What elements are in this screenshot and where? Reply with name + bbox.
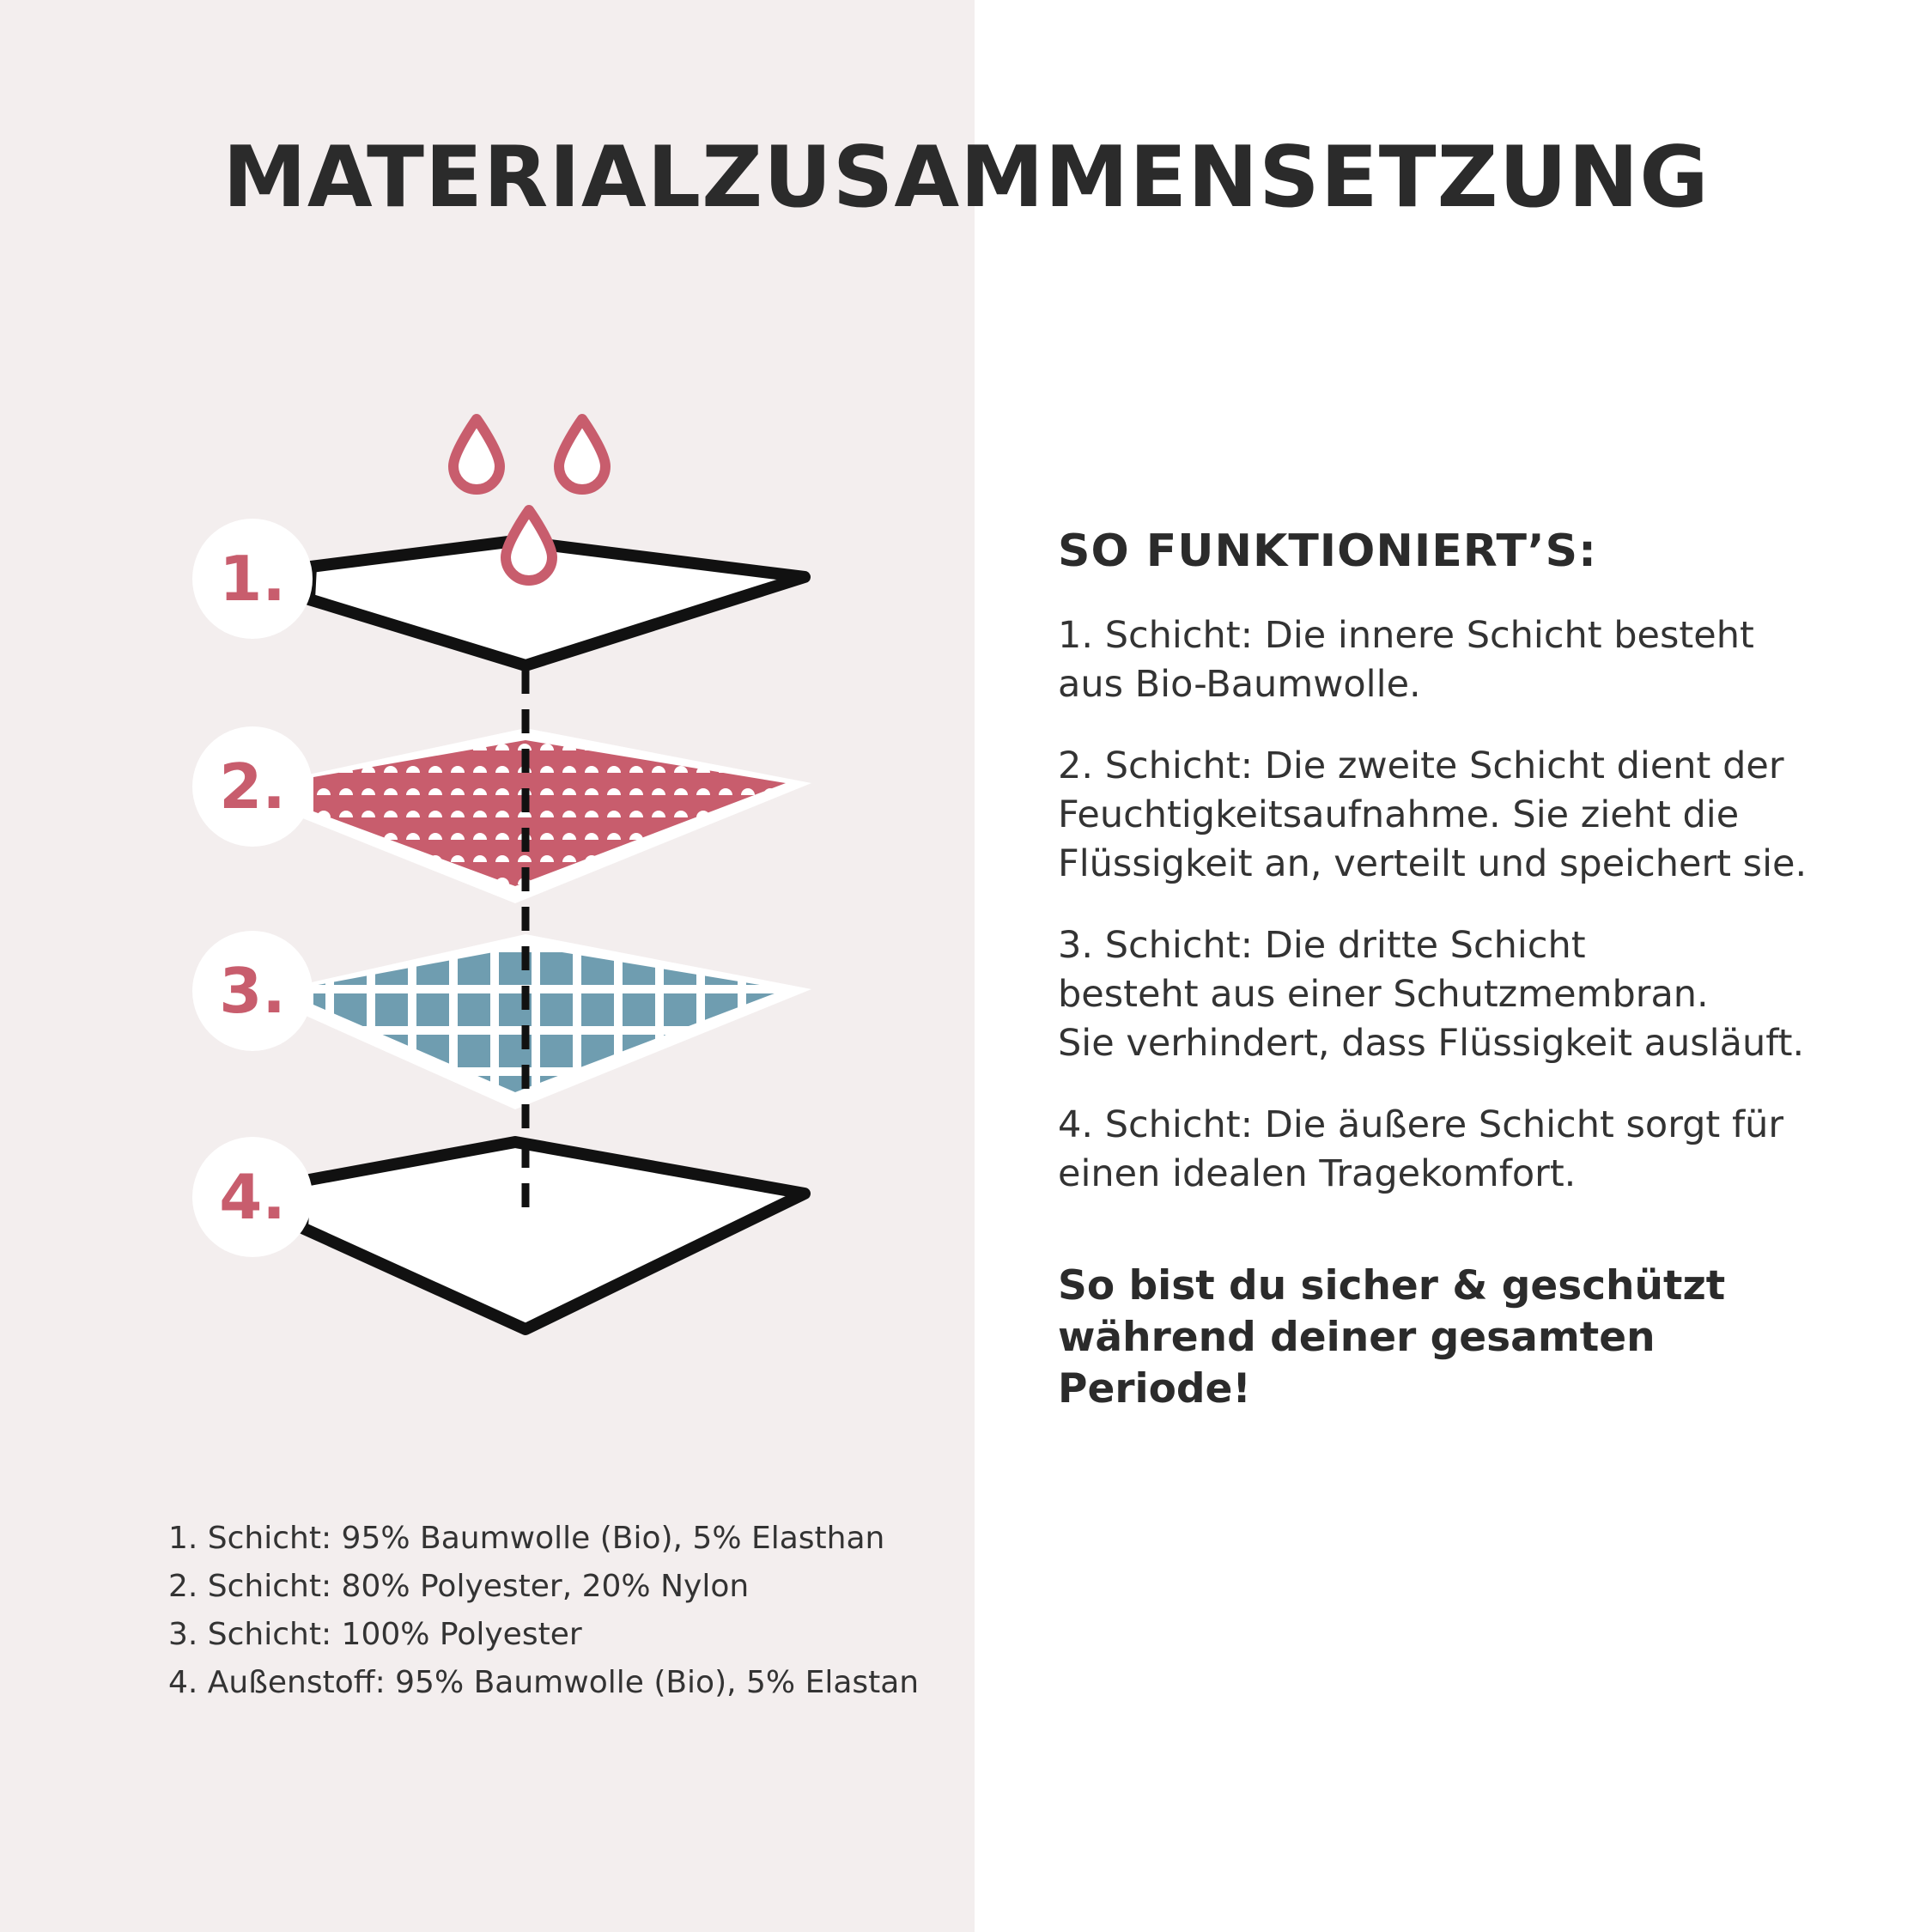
step-item: 3. Schicht: Die dritte Schicht besteht aus einer Schutzmembran. Sie verhindert, dass Flüssigkeit ausläuft. xyxy=(1058,924,1805,1065)
page-title: MATERIALZUSAMMENSETZUNG xyxy=(222,129,1710,227)
drop-icon xyxy=(453,419,500,489)
composition-item: 2. Schicht: 80% Polyester, 20% Nylon xyxy=(168,1569,750,1604)
composition-item: 3. Schicht: 100% Polyester xyxy=(168,1617,582,1652)
layer-4-sheet xyxy=(302,1142,805,1329)
layer-number-2: 2. xyxy=(192,726,313,847)
layer-diagram xyxy=(0,0,975,1391)
drop-icon xyxy=(506,510,552,580)
how-it-works-steps xyxy=(1058,611,1831,1231)
step-item: 2. Schicht: Die zweite Schicht dient der Feuchtigkeitsaufnahme. Sie zieht die Flüssigkeit an, verteilt und speichert sie. xyxy=(1058,744,1807,885)
conclusion-text: So bist du sicher & geschützt während deiner gesamten Periode! xyxy=(1058,1262,1726,1413)
composition-item: 4. Außenstoff: 95% Baumwolle (Bio), 5% Elastan xyxy=(168,1665,920,1700)
layer-number-4: 4. xyxy=(192,1137,313,1257)
layer-number-1: 1. xyxy=(192,519,313,639)
step-item: 1. Schicht: Die innere Schicht besteht aus Bio-Baumwolle. xyxy=(1058,614,1754,706)
layer-number-3: 3. xyxy=(192,931,313,1051)
how-it-works-heading: SO FUNKTIONIERT’S: xyxy=(1058,526,1597,577)
drop-icon xyxy=(559,419,605,489)
step-item: 4. Schicht: Die äußere Schicht sorgt für einen idealen Tragekomfort. xyxy=(1058,1103,1784,1195)
material-composition-list xyxy=(168,1515,919,1707)
composition-item: 1. Schicht: 95% Baumwolle (Bio), 5% Elasthan xyxy=(168,1521,885,1556)
